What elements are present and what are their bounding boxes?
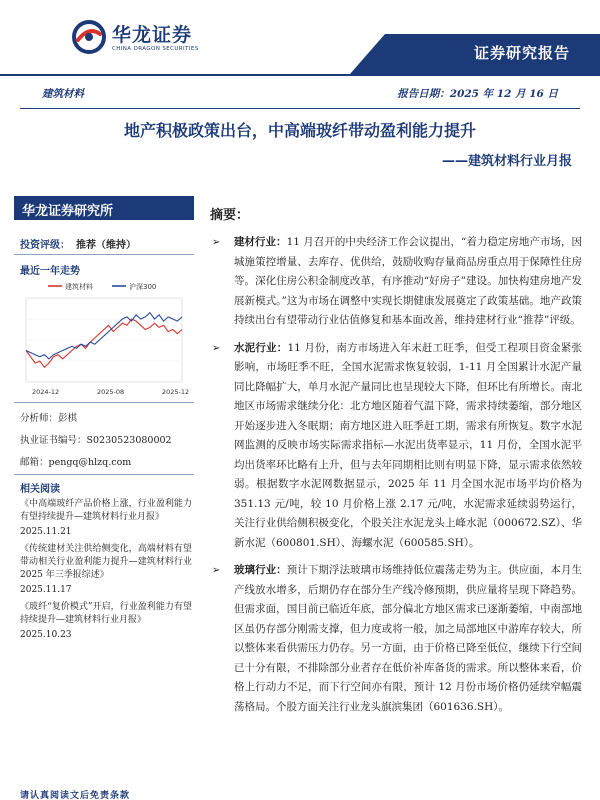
bullet-cement [210, 339, 582, 554]
analyst-name: 分析师：彭棋 [20, 413, 78, 424]
abstract-section [210, 204, 582, 725]
rating-value: 推荐（维持） [76, 240, 136, 251]
legend-label: 沪深300 [129, 283, 157, 291]
sidebar [14, 196, 194, 800]
bullet-body: 11 月召开的中央经济工作会议提出，“着力稳定房地产市场，因城施策控增量、去库存、优供给，鼓励收购存量商品房重点用于保障性住房等。深化住房公积金制度改革，有序推动“好房子”建设。加快构建房地产发展新模式。”这为市场在调整中实现长期健康发展奠定了政策基础。地产政策持续出台有望带动行业估值修复和基本面改善，维持建材行业“推荐”评级。 [234, 236, 582, 326]
bullet-heading: 玻璃行业： [234, 564, 287, 576]
related-reading-list [20, 498, 192, 646]
x-tick-label: 2025-12 [162, 388, 190, 396]
institute-name: 华龙证券研究所 [22, 204, 114, 219]
related-report-link[interactable]: 《中高端玻纤产品价格上涨，行业盈利能力有望持续提升—建筑材料行业月报》 [20, 499, 192, 522]
report-header [0, 0, 600, 78]
bullet-body: 11 月份，南方市场进入年末赶工旺季，但受工程项目资金紧张影响，市场旺季不旺，全国水泥需求恢复较弱，1-11 月全国累计水泥产量同比降幅扩大，单月水泥产量同比也呈现较大下降，但环比有所增长。南北地区市场需求继续分化：北方地区随着气温下降，需求持续萎缩，部分地区开始逐步进入冬眠期；南方地区进入旺季赶工期，需求有所恢复。数字水泥网监测的反映市场实际需求指标—水泥出货率显示，11 月份，全国水泥平均出货率环比略有上升，但与去年同期相比则有明显下降，显示需求依然较弱。根据数字水泥网数据显示，2025 年 11 月全国水泥市场平均价格为 351.13 元/吨，较 10 月价格上涨 2.17 元/吨，水泥需求延续弱势运行，关注行业供给侧积极变化，个股关注水泥龙头上峰水泥（000672.SZ）、华新水泥（600801.SH）、海螺水泥（600585.SH）。 [234, 341, 582, 549]
bullet-building-materials [210, 233, 582, 331]
logo-chinese-name: 华龙证券 [112, 24, 193, 46]
report-type-label: 证券研究报告 [473, 44, 570, 62]
bullet-heading: 水泥行业： [234, 341, 288, 354]
industry-tag: 建筑材料 [42, 88, 84, 100]
trend-title: 最近一年走势 [20, 266, 80, 277]
report-title: 地产积极政策出台，中高端玻纤带动盈利能力提升 [123, 121, 476, 140]
related-report-date: 2025.10.23 [20, 630, 72, 640]
arrow-bullet-icon: ➢ [212, 237, 221, 248]
sidebar-divider [14, 402, 194, 403]
investment-rating [20, 236, 136, 251]
trend-chart [18, 276, 190, 398]
x-tick-label: 2025-08 [97, 388, 125, 396]
logo-english-name: CHINA DRAGON SECURITIES [112, 46, 199, 52]
arrow-bullet-icon: ➢ [212, 565, 221, 576]
series-line [26, 319, 182, 367]
disclaimer-note: 请认真阅读文后免责条款 [20, 791, 131, 800]
bullet-body: 预计下期浮法玻璃市场维持低位震荡走势为主。供应面，本月生产线放水增多，后期仍存在部分生产线冷修预期，供应量将呈现下降趋势。但需求面，国目前已临近年底，部分偏北方地区需求已逐渐萎缩，中南部地区虽仍存部分刚需支撑，但力度或将一般，加之局部地区中游库存较大，所以整体来看供需压力仍存。另一方面，由于价格已降至低位，继续下行空间已十分有限，不排除部分业者存在低价补库备货的需求。所以整体来看，价格上行动力不足，而下行空间亦有限，预计 12 月份市场价格仍延续窄幅震荡格局。个股方面关注行业龙头旗滨集团（601636.SH）。 [234, 564, 582, 713]
legend-label: 建筑材料 [65, 283, 93, 291]
related-reading-title: 相关阅读 [20, 484, 60, 495]
rating-label: 投资评级： [20, 240, 70, 251]
arrow-bullet-icon: ➢ [212, 342, 221, 354]
institute-banner [14, 196, 194, 220]
header-divider [0, 74, 600, 76]
bullet-heading: 建材行业： [234, 236, 287, 248]
related-report-link[interactable]: 《传统建材关注供给侧变化，高端材料有望带动相关行业盈利能力提升—建筑材料行业 2025 年三季报综述》 [20, 544, 192, 580]
meta-row [20, 86, 580, 104]
bullet-glass [210, 561, 582, 717]
analyst-license: 执业证书编号：S0230523080002 [20, 435, 172, 446]
series-line [26, 313, 182, 359]
x-tick-label: 2024-12 [32, 388, 60, 396]
analyst-email[interactable]: 邮箱：pengq@hlzq.com [20, 457, 132, 468]
dragon-logo-icon [72, 20, 106, 54]
related-report-date: 2025.11.21 [20, 527, 72, 537]
related-report-date: 2025.11.17 [20, 585, 72, 595]
report-date: 报告日期：2025 年 12 月 16 日 [397, 88, 558, 100]
report-subtitle: ——建筑材料行业月报 [441, 154, 572, 169]
sidebar-divider [14, 474, 194, 475]
abstract-title: 摘要： [210, 208, 250, 223]
company-logo [72, 18, 212, 60]
sidebar-divider [14, 254, 194, 255]
meta-divider [20, 108, 580, 109]
related-report-link[interactable]: 《玻纤“复价模式”开启，行业盈利能力有望持续提升—建筑材料行业月报》 [20, 602, 192, 625]
